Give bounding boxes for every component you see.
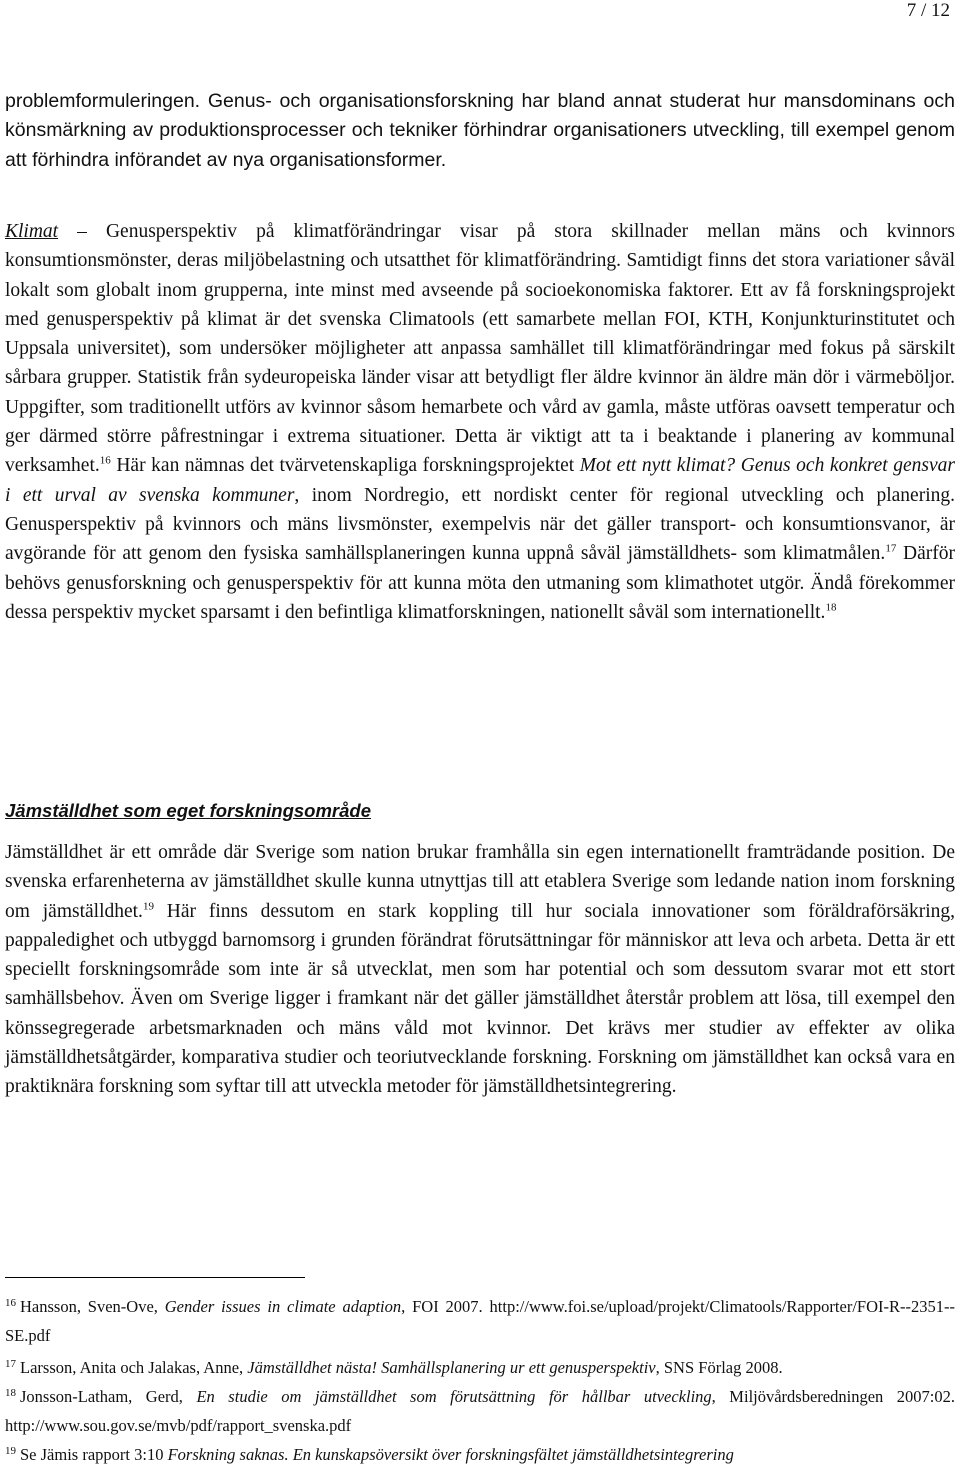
footnote-number: 19 bbox=[5, 1444, 16, 1457]
footnote-text: Jonsson-Latham, Gerd, bbox=[20, 1387, 197, 1406]
section-heading: Jämställdhet som eget forskningsområde bbox=[5, 800, 371, 821]
paragraph-jamstalldhet bbox=[5, 838, 955, 1102]
footnote-title: En studie om jämställdhet som förutsättning för hållbar utveckling bbox=[196, 1387, 712, 1406]
klimat-text-a: Genusperspektiv på klimatförändringar visar på stora skillnader mellan mäns och kvinnors konsumtionsmönster, deras miljöbelastning och utsatthet för klimatförändring. Samtidigt finns det stora variationer såväl lokalt som globalt inom grupperna, inte minst med avseende på socioekonomiska faktorer. Ett av få forskningsprojekt med genusperspektiv på klimat är det svenska Climatools (ett samarbete mellan FOI, KTH, Konjunkturinstitutet och Uppsala universitet), som undersöker möjligheter att anpassa samhället till klimatförändringar med fokus på särskilt sårbara grupper. Statistik från sydeuropeiska länder visar att betydligt fler äldre kvinnor än äldre män dör i värmeböljor. Uppgifter, som traditionellt utförs av kvinnor såsom hemarbete och vård av gamla, måste utföras oavsett temperatur och ger därmed större påfrestningar i extrema situationer. Detta är viktigt att ta i beaktande i planering av kommunal verksamhet. bbox=[5, 221, 956, 477]
jamstalldhet-text-b: Här finns dessutom en stark koppling till hur sociala innovationer som föräldraförsäkring, pappaledighet och utbyggd barnomsorg i grunden förändrat förutsättningar för människor att leva och arbeta. Detta är ett speciellt forskningsområde som inte är så utvecklat, men som har potential och som dessutom svarar mot ett stort samhällsbehov. Även om Sverige ligger i framkant när det gäller jämställdhet återstår problem att lösa, till exempel den könssegregerade arbetsmarknaden och mäns våld mot kvinnor. Det krävs mer studier av effekter av olika jämställdhetsåtgärder, komparativa studier och teoriutvecklande forskning. Forskning om jämställdhet kan också vara en praktiknära forskning som syftar till att utveckla metoder för jämställdhetsintegrering. bbox=[5, 900, 955, 1098]
jamstalldhet-text-a: Jämställdhet är ett område där Sverige som nation brukar framhålla sin egen internationellt framträdande position. De svenska erfarenheterna av jämställdhet skulle kunna utnyttjas till att etablera Sverige som ledande nation inom forskning om jämställdhet. bbox=[5, 842, 955, 922]
footnote-text: , FOI 2007. http://www.foi.se/upload/projekt/Climatools/Rapporter/FOI-R--2351--SE.pdf bbox=[5, 1297, 955, 1345]
footnote-16 bbox=[5, 1292, 955, 1350]
footnote-number: 18 bbox=[5, 1386, 16, 1399]
dash: – bbox=[58, 221, 106, 242]
footnote-title: Jämställdhet nästa! Samhällsplanering ur ett genusperspektiv bbox=[247, 1358, 656, 1377]
footnote-text: , SNS Förlag 2008. bbox=[655, 1358, 783, 1377]
project-title: Mot ett nytt klimat? Genus och konkret gensvar i ett urval av svenska kommuner bbox=[5, 455, 955, 506]
footnote-ref-17[interactable]: 17 bbox=[885, 542, 897, 555]
footnote-text: , Miljövårdsberedningen 2007:02. http://www.sou.gov.se/mvb/pdf/rapport_svenska.pdf bbox=[5, 1387, 956, 1435]
footnote-text: Larsson, Anita och Jalakas, Anne, bbox=[20, 1358, 248, 1377]
footnote-number: 17 bbox=[5, 1357, 16, 1370]
footnote-divider bbox=[5, 1277, 305, 1278]
footnote-19 bbox=[5, 1440, 955, 1469]
footnote-18 bbox=[5, 1382, 955, 1440]
klimat-text-b: Här kan nämnas det tvärvetenskapliga forskningsprojektet bbox=[110, 455, 580, 477]
paragraph-intro bbox=[5, 87, 955, 175]
footnote-ref-16[interactable]: 16 bbox=[99, 454, 111, 467]
footnote-number: 16 bbox=[5, 1296, 16, 1309]
footnote-title: Gender issues in climate adaption bbox=[164, 1297, 402, 1316]
footnote-17 bbox=[5, 1353, 955, 1382]
klimat-text-d: Därför behövs genusforskning och genusperspektiv för att kunna möta den utmaning som klimathotet utgör. Ändå förekommer dessa perspektiv mycket sparsamt i den befintliga klimatforskningen, nationellt såväl som internationellt. bbox=[5, 543, 955, 623]
paragraph-text: problemformuleringen. Genus- och organisationsforskning har bland annat studerat hur mansdominans och könsmärkning av produktionsprocesser och tekniker förhindrar organisationers utveckling, till exempel genom att förhindra införandet av nya organisationsformer. bbox=[5, 90, 955, 171]
footnote-text: Se Jämis rapport 3:10 bbox=[20, 1445, 168, 1464]
klimat-text-c: , inom Nordregio, ett nordiskt center för regional utveckling och planering. Genusperspektiv på kvinnors och mäns livsmönster, exempelvis när det gäller transport- och konsumtionsvanor, är avgörande för att genom den fysiska samhällsplaneringen kunna uppnå såväl jämställdhets- som klimatmålen. bbox=[5, 484, 956, 565]
footnote-ref-18[interactable]: 18 bbox=[825, 601, 837, 614]
footnote-title: Forskning saknas. En kunskapsöversikt över forskningsfältet jämställdhetsintegrering bbox=[167, 1445, 734, 1464]
footnote-ref-19[interactable]: 19 bbox=[142, 900, 154, 913]
page-number: 7 / 12 bbox=[906, 0, 950, 21]
footnote-text: Hansson, Sven-Ove, bbox=[20, 1297, 165, 1316]
klimat-label: Klimat bbox=[5, 221, 59, 242]
paragraph-klimat bbox=[5, 217, 955, 627]
